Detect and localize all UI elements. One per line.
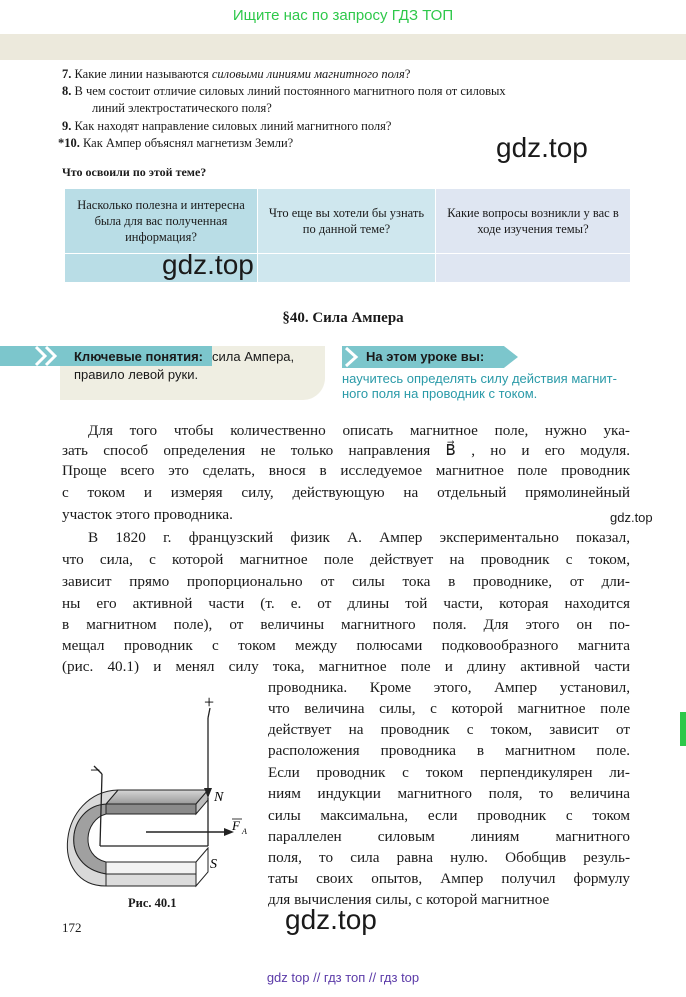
- magnet-upper-top: [106, 790, 208, 804]
- lesson-goal-label: На этом уроке вы:: [366, 349, 485, 364]
- watermark-1: gdz.top: [496, 132, 588, 163]
- header-band: [0, 34, 686, 60]
- north-label: N: [214, 790, 224, 805]
- figure-magnet: [58, 696, 258, 896]
- p2-narrow-7: силы максимальна, если проводник с током: [268, 807, 630, 824]
- south-label: S: [210, 857, 217, 872]
- p1-line-1: Для того чтобы количественно описать магнитное поле, нужно ука-: [88, 422, 630, 439]
- key-concepts-text: сила Ампера,: [212, 349, 295, 364]
- p2-line-7: (рис. 40.1) и менял силу тока, магнитное поле и длину активной части: [62, 658, 630, 675]
- question-8: 8. В чем состоит отличие силовых линий постоянного магнитного поля от силовых: [62, 84, 506, 98]
- top-banner: Ищите нас по запросу ГДЗ ТОП: [232, 7, 454, 24]
- p1-line-2: зать способ определения не только направления B⃗ , но и его модуля.: [62, 442, 630, 459]
- plus-label: +: [204, 696, 215, 712]
- page-number: 172: [62, 920, 82, 935]
- p2-line-3: зависит прямо пропорционально от силы тока в проводнике, от дли-: [62, 573, 630, 590]
- reflection-answer-2: [258, 254, 436, 283]
- question-8-line2: линий электростатического поля?: [92, 101, 272, 115]
- magnet-lower-front: [106, 874, 196, 886]
- reflection-heading: Что освоили по этой теме?: [62, 165, 207, 179]
- p1-line-4: с током и измеряя силу, действующую на отдельный прямолинейный: [62, 484, 630, 501]
- p1-line-3: Проще всего это сделать, внося в исследуемое магнитное поле проводник: [62, 462, 630, 479]
- watermark-3: gdz.top: [610, 510, 653, 525]
- magnet-upper-front: [106, 804, 196, 814]
- side-tab: [680, 712, 686, 746]
- p2-line-5: в магнитном поле), от величины магнитного поля. Для этого он по-: [62, 616, 630, 633]
- footer-links[interactable]: gdz top // гдз топ // гдз top: [266, 970, 420, 985]
- reflection-answer-3: [436, 254, 631, 283]
- figure-caption: Рис. 40.1: [128, 896, 177, 910]
- p2-line-2: что сила, с которой магнитное поле действует на проводник с током,: [62, 551, 630, 568]
- p1-line-5: участок этого проводника.: [62, 506, 233, 523]
- p2-line-4: ны его активной части (т. е. от длины той части, которая находится: [62, 595, 630, 612]
- p2-narrow-9: поля, то сила равна нулю. Обобщив резуль-: [268, 849, 630, 866]
- minus-label: −: [90, 760, 101, 780]
- reflection-col-1: Насколько полезна и интересна была для вас полученная информация?: [65, 189, 258, 254]
- p2-narrow-8: параллелен силовым линиям магнитного: [268, 828, 630, 845]
- question-10: *10. Как Ампер объяснял магнетизм Земли?: [58, 136, 294, 150]
- question-9: 9. Как находят направление силовых линий магнитного поля?: [62, 119, 392, 133]
- p2-line-6: мещал проводник с током между полюсами подковообразного магнита: [62, 637, 630, 654]
- magnet-south-face: [196, 848, 208, 886]
- key-concepts-text-2: правило левой руки.: [74, 367, 199, 382]
- watermark-4: gdz.top: [285, 904, 377, 935]
- watermark-2: gdz.top: [162, 249, 254, 280]
- p2-narrow-4: расположения проводника в магнитном поле.: [268, 742, 630, 759]
- chevron-arrows-icon: [0, 346, 60, 366]
- lesson-goal-text: научитесь определять силу действия магнит-ного поля на проводник с током.: [342, 371, 617, 401]
- p2-narrow-6: ниям индукции магнитного поля, то величина: [268, 785, 630, 802]
- force-label: F: [232, 818, 240, 833]
- key-concepts-label: Ключевые понятия:: [74, 349, 204, 364]
- p2-narrow-2: что величина силы, с которой магнитное поле: [268, 700, 630, 717]
- question-7: 7. Какие линии называются силовыми линиями магнитного поля?: [62, 67, 411, 81]
- magnet-lower-top: [106, 862, 196, 874]
- p2-narrow-3: действует на проводник с током, зависит от: [268, 721, 630, 738]
- p2-narrow-1: проводника. Кроме этого, Ампер установил,: [268, 679, 630, 696]
- p2-narrow-11: для вычисления силы, с которой магнитное: [268, 891, 550, 908]
- section-title: §40. Сила Ампера: [282, 310, 404, 326]
- p2-line-1: В 1820 г. французский физик А. Ампер экспериментально показал,: [88, 529, 630, 546]
- reflection-table: [64, 188, 631, 283]
- chevron-icon: [342, 346, 366, 368]
- p2-narrow-5: Если проводник с током перпендикулярен ли-: [268, 764, 630, 781]
- force-subscript: A: [242, 827, 247, 836]
- reflection-col-2: Что еще вы хотели бы узнать по данной теме?: [258, 189, 436, 254]
- key-concepts-bar: [0, 346, 60, 366]
- p2-narrow-10: таты своих опытов, Ампер получил формулу: [268, 870, 630, 887]
- reflection-col-3: Какие вопросы возникли у вас в ходе изучения темы?: [436, 189, 631, 254]
